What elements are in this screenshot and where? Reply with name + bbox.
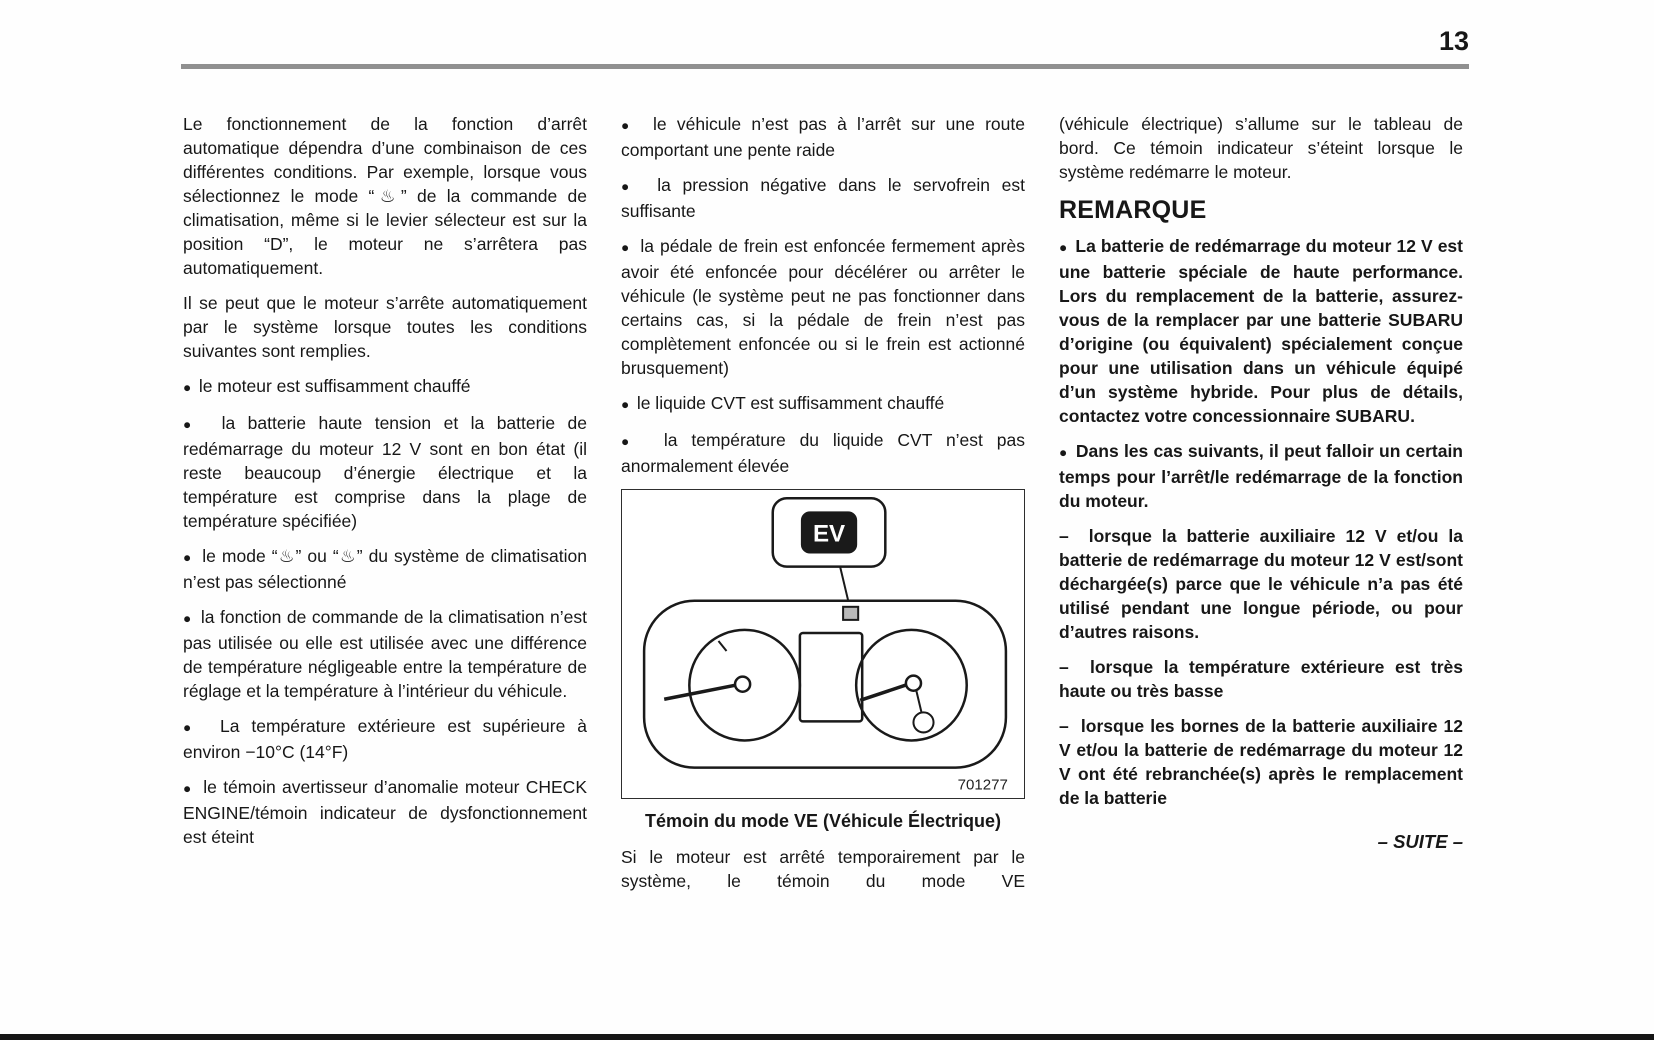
figure-border-box (621, 489, 1025, 799)
bullet-item: ● le moteur est suffisamment chauffé (183, 374, 587, 400)
note-subitem: – lorsque la batterie auxiliaire 12 V et/ou la batterie de redémarrage du moteur 12 V est/sont déchargée(s) parce que le véhicule n’a pas été utilisé pendant une longue période, ou pour d’autres raisons. (1059, 524, 1463, 644)
note-item: ● Dans les cas suivants, il peut falloir un certain temps pour l’arrêt/le redémarrage de la fonction du moteur. (1059, 439, 1463, 513)
bullet-item: ● La température extérieure est supérieure à environ −10°C (14°F) (183, 714, 587, 764)
ev-badge-label: EV (812, 520, 846, 548)
bullet-item: ● la fonction de commande de la climatisation n’est pas utilisée ou elle est utilisée avec une différence de température négligeable entre la température de réglage et la température à l’intérieur du véhicule. (183, 605, 587, 703)
note-subitem: – lorsque la température extérieure est très haute ou très basse (1059, 655, 1463, 703)
bullet-item: ● la pression négative dans le servofrein est suffisante (621, 173, 1025, 223)
bullet-item: ● la température du liquide CVT n’est pas anormalement élevée (621, 428, 1025, 478)
figure-caption: Témoin du mode VE (Véhicule Électrique) (644, 811, 1002, 831)
paragraph: Il se peut que le moteur s’arrête automatiquement par le système lorsque toutes les conditions suivantes sont remplies. (183, 293, 587, 361)
header-rule (181, 64, 1469, 69)
instrument-cluster-illustration (622, 490, 1024, 798)
paragraph: Le fonctionnement de la fonction d’arrêt automatique dépendra d’une combinaison de ces différentes conditions. Par exemple, lorsque vous sélectionnez le mode “♨” de la commande de climatisation, même si le levier sélecteur est sur la position “D”, le moteur ne s’arrêtera pas automatiquement. (183, 114, 587, 278)
note-subitem: – lorsque les bornes de la batterie auxiliaire 12 V et/ou la batterie de redémarrage du moteur 12 V ont été rebranchée(s) après le remplacement de la batterie (1059, 714, 1463, 810)
cluster-outline (644, 601, 1006, 768)
paragraph: (véhicule électrique) s’allume sur le tableau de bord. Ce témoin indicateur s’éteint lorsque le système redémarre le moteur. (1059, 114, 1463, 182)
bottom-edge-bar (0, 1034, 1654, 1040)
bullet-item: ● le véhicule n’est pas à l’arrêt sur une route comportant une pente raide (621, 112, 1025, 162)
bullet-item: ● le témoin avertisseur d’anomalie moteur CHECK ENGINE/témoin indicateur de dysfonctionnement est éteint (183, 775, 587, 849)
remarque-heading: REMARQUE (1059, 196, 1207, 224)
cluster-figure (621, 489, 1025, 833)
column-2 (621, 112, 1025, 904)
page-number: 13 (1438, 26, 1469, 56)
bullet-item: ● la batterie haute tension et la batterie de redémarrage du moteur 12 V sont en bon état (il reste beaucoup d’énergie électrique et la température est comprise dans la plage de température spécifiée) (183, 411, 587, 533)
closing-paragraph: Si le moteur est arrêté temporairement par le système, le témoin du mode VE (621, 847, 1025, 891)
figure-number: 701277 (957, 776, 1008, 794)
right-gauge-hub (906, 676, 921, 691)
bullet-item: ● le mode “♨” ou “♨” du système de climatisation n’est pas sélectionné (183, 544, 587, 594)
ev-indicator-square (843, 607, 858, 620)
column-3 (1059, 112, 1463, 904)
column-1 (183, 112, 587, 904)
content-columns (183, 112, 1465, 904)
bullet-item: ● le liquide CVT est suffisamment chauffé (621, 391, 1025, 417)
bullet-item: ● la pédale de frein est enfoncée fermement après avoir été enfoncée pour décélérer ou arrêter le véhicule (le système peut ne pas fonctionner dans certains cas, si la pédale de frein n’est pas complètement enfoncée ou si le frein est actionné brusquement) (621, 234, 1025, 380)
left-gauge-hub (735, 677, 750, 692)
note-item: ● La batterie de redémarrage du moteur 12 V est une batterie spéciale de haute performance. Lors du remplacement de la batterie, assurez-vous de la remplacer par une batterie SUBARU d’origine (ou équivalent) spécialement conçue pour une utilisation dans un véhicule équipé d’un système hybride. Pour plus de détails, contactez votre concessionnaire SUBARU. (1059, 234, 1463, 428)
suite-footer: – SUITE – (1377, 831, 1463, 852)
